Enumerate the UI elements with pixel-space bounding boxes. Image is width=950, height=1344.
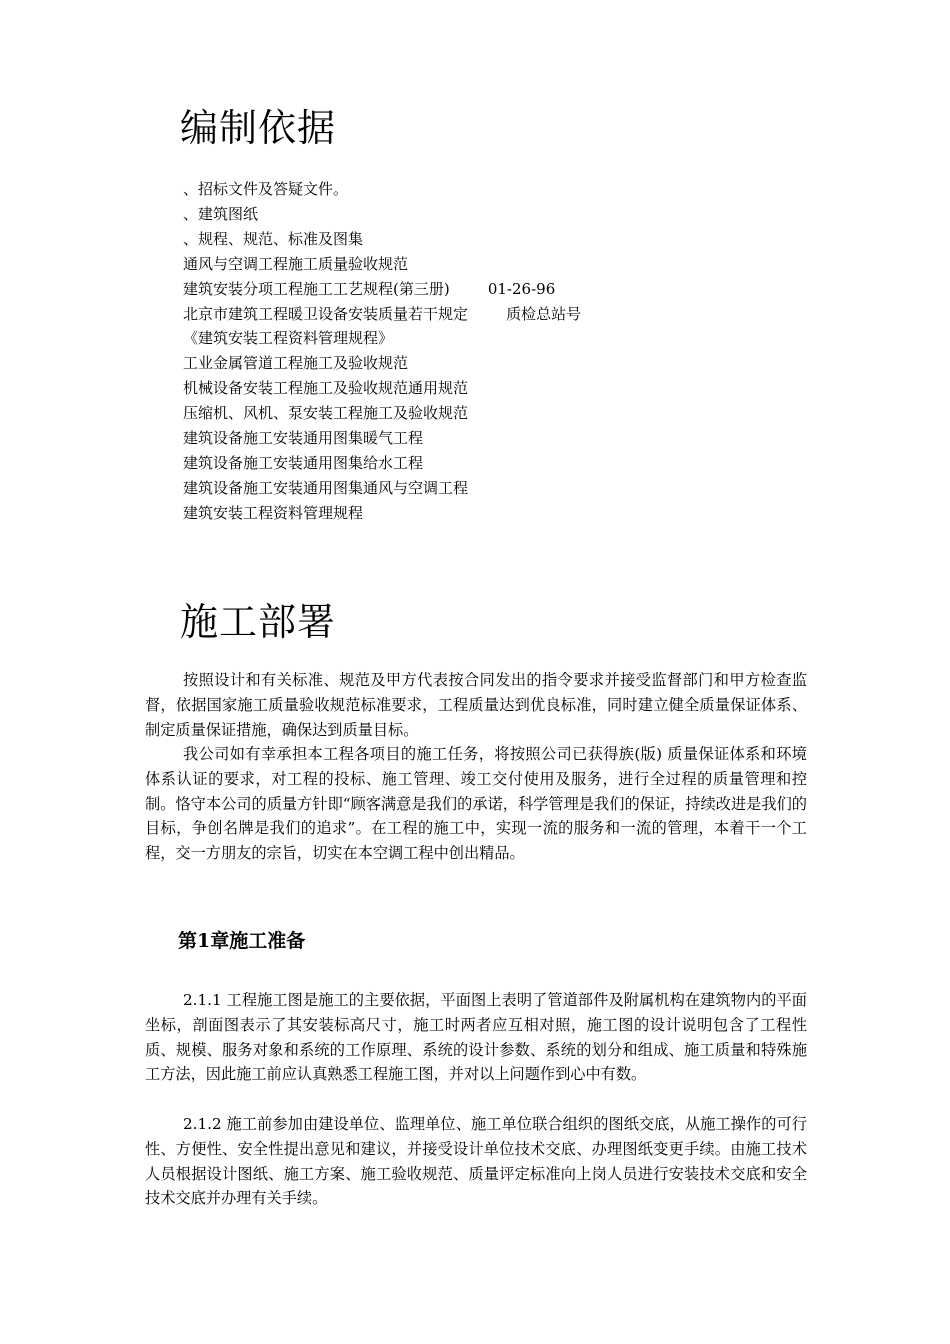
list-item: 压缩机、风机、泵安装工程施工及验收规范 (183, 404, 469, 423)
list-item: 《建筑安装工程资料管理规程》 (183, 329, 394, 348)
list-item: 、招标文件及答疑文件。 (183, 180, 349, 198)
basis-list (183, 177, 581, 526)
chapter-paragraph-1: 2.1.1 工程施工图是施工的主要依据，平面图上表明了管道部件及附属机构在建筑物内的平面坐标，剖面图表示了其安装标高尺寸，施工时两者应互相对照，施工图的设计说明包含了工程性质、规模、服务对象和系统的工作原理、系统的设计参数、系统的划分和组成、施工质量和特殊施工方法，因此施工前应认真熟悉工程施工图，并对以上问题作到心中有数。 (145, 991, 807, 1084)
list-item: 建筑安装分项工程施工工艺规程(第三册) 01-26-96 (183, 279, 556, 298)
deployment-paragraph-1: 按照设计和有关标准、规范及甲方代表按合同发出的指令要求并接受监督部门和甲方检查监督，依据国家施工质量验收规范标准要求，工程质量达到优良标准，同时建立健全质量保证体系、制定质量保证措施，确保达到质量目标。 (145, 671, 807, 739)
list-item: 工业金属管道工程施工及验收规范 (183, 354, 409, 373)
chapter-title: 第1章施工准备 (178, 930, 306, 952)
list-item: 通风与空调工程施工质量验收规范 (183, 254, 409, 273)
section-title-deployment: 施工部署 (180, 600, 337, 644)
list-item: 、建筑图纸 (183, 204, 259, 223)
list-item: 机械设备安装工程施工及验收规范通用规范 (183, 379, 469, 398)
list-item: 建筑安装工程资料管理规程 (183, 503, 364, 522)
list-item: 建筑设备施工安装通用图集给水工程 (183, 453, 424, 472)
section-title-basis: 编制依据 (180, 106, 337, 150)
chapter-paragraph-2: 2.1.2 施工前参加由建设单位、监理单位、施工单位联合组织的图纸交底，从施工操作的可行性、方便性、安全性提出意见和建议，并接受设计单位技术交底、办理图纸变更手续。由施工技术人员根据设计图纸、施工方案、施工验收规范、质量评定标准向上岗人员进行安装技术交底和安全技术交底并办理有关手续。 (145, 1115, 807, 1208)
list-item: 建筑设备施工安装通用图集通风与空调工程 (183, 478, 469, 497)
list-item: 北京市建筑工程暖卫设备安装质量若干规定 质检总站号 (183, 304, 582, 323)
deployment-paragraph-2: 我公司如有幸承担本工程各项目的施工任务，将按照公司已获得族(版) 质量保证体系和环境体系认证的要求，对工程的投标、施工管理、竣工交付使用及服务，进行全过程的质量管理和控制。恪守本公司的质量方针即“顾客满意是我们的承诺，科学管理是我们的保证，持续改进是我们的目标，争创名牌是我们的追求”。在工程的施工中，实现一流的服务和一流的管理，本着干一个工程，交一方朋友的宗旨，切实在本空调工程中创出精品。 (145, 745, 807, 863)
list-item: 建筑设备施工安装通用图集暖气工程 (183, 429, 424, 448)
list-item: 、规程、规范、标准及图集 (183, 229, 364, 248)
